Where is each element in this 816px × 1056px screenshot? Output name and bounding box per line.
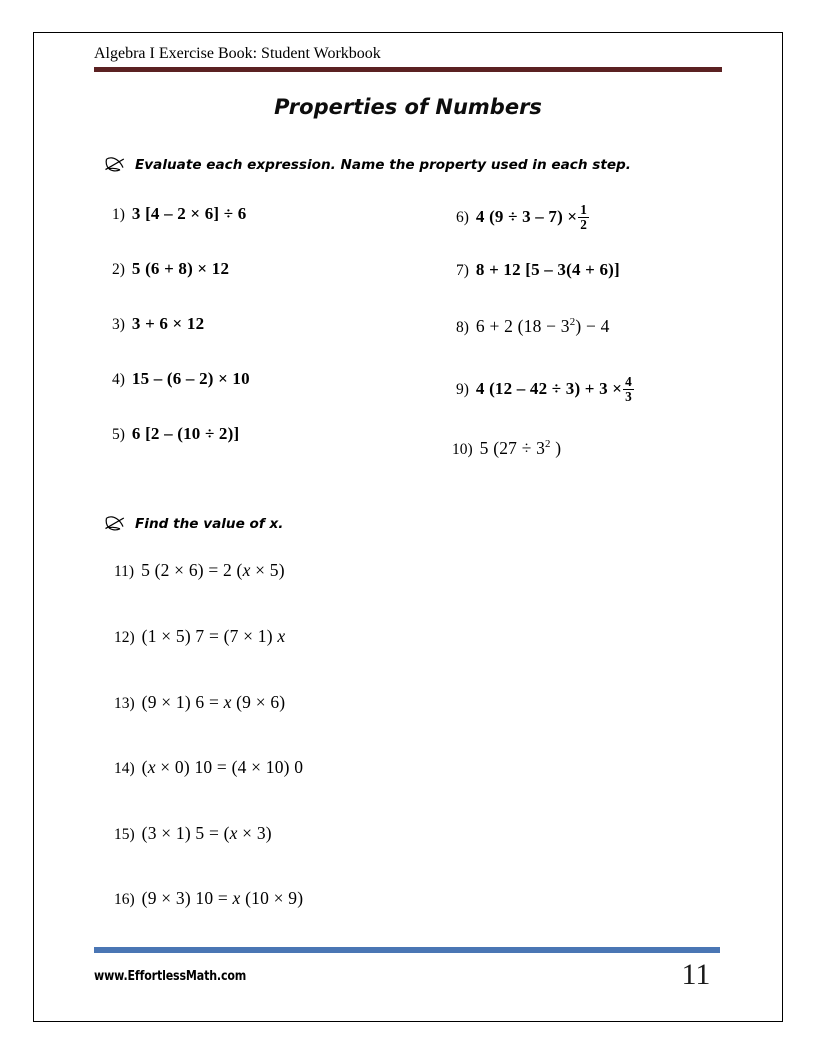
problem-expression: 5 (6 + 8) × 12 bbox=[131, 259, 230, 278]
problem-8 bbox=[456, 316, 610, 337]
problem-11 bbox=[114, 560, 285, 581]
section-2-directions bbox=[104, 514, 283, 534]
problem-expression: 8 + 12 [5 – 3(4 + 6)] bbox=[475, 260, 620, 279]
book-title: Algebra I Exercise Book: Student Workbook bbox=[94, 45, 381, 62]
fraction-numerator: 1 bbox=[580, 202, 588, 217]
expression-prefix: (9 × 3) 10 = bbox=[141, 888, 233, 908]
variable-x: x bbox=[147, 757, 156, 777]
problem-12 bbox=[114, 626, 285, 647]
problem-expression bbox=[476, 376, 635, 404]
problem-4 bbox=[112, 369, 250, 389]
exponent: 2 bbox=[545, 438, 551, 451]
problem-number: 5) bbox=[112, 426, 125, 443]
section-1-directions bbox=[104, 155, 631, 175]
problem-expression bbox=[142, 757, 304, 778]
problem-14 bbox=[114, 757, 303, 778]
expression-suffix: ) − 4 bbox=[575, 316, 610, 336]
problem-2 bbox=[112, 259, 229, 279]
problem-number: 1) bbox=[112, 206, 125, 223]
expression-prefix: 5 (2 × 6) = 2 ( bbox=[141, 560, 243, 580]
pen-nib-icon bbox=[104, 155, 126, 175]
pen-nib-icon bbox=[104, 514, 126, 534]
variable-x: x bbox=[232, 888, 241, 908]
variable-x: x bbox=[277, 626, 286, 646]
problem-number: 3) bbox=[112, 316, 125, 333]
problem-number: 13) bbox=[114, 695, 135, 712]
problem-number: 6) bbox=[456, 208, 469, 226]
expression-suffix: × 5) bbox=[250, 560, 285, 580]
problem-number: 14) bbox=[114, 760, 135, 777]
expression-suffix: × 3) bbox=[237, 823, 272, 843]
problem-number: 16) bbox=[114, 891, 135, 908]
expression-prefix: 6 + 2 (18 − 3 bbox=[475, 316, 570, 336]
problem-number: 10) bbox=[452, 441, 473, 458]
expression-prefix: 4 (9 ÷ 3 – 7) × bbox=[475, 206, 578, 226]
header-rule bbox=[94, 67, 722, 72]
problem-expression: 3 [4 – 2 × 6] ÷ 6 bbox=[131, 204, 247, 223]
expression-suffix: (9 × 6) bbox=[231, 692, 286, 712]
problem-expression bbox=[480, 438, 562, 459]
problem-expression: 3 + 6 × 12 bbox=[131, 314, 205, 333]
problem-expression bbox=[142, 626, 286, 647]
problem-15 bbox=[114, 823, 272, 844]
expression-prefix: ( bbox=[141, 757, 148, 777]
problem-9 bbox=[456, 376, 635, 404]
expression-prefix: 4 (12 – 42 ÷ 3) + 3 × bbox=[475, 378, 623, 398]
fraction-denominator: 2 bbox=[580, 216, 588, 232]
problem-number: 11) bbox=[114, 563, 135, 580]
variable-x: x bbox=[229, 823, 238, 843]
problem-13 bbox=[114, 692, 285, 713]
fraction-denominator: 3 bbox=[625, 388, 632, 404]
problem-7 bbox=[456, 260, 620, 280]
footer-rule bbox=[94, 947, 720, 953]
expression-suffix: × 0) 10 = (4 × 10) 0 bbox=[155, 757, 304, 777]
problem-expression bbox=[141, 560, 285, 581]
problem-number: 8) bbox=[456, 319, 469, 336]
problem-number: 12) bbox=[114, 629, 135, 646]
fraction bbox=[578, 203, 589, 231]
expression-prefix: (9 × 1) 6 = bbox=[141, 692, 224, 712]
variable-x: x bbox=[223, 692, 232, 712]
problem-number: 7) bbox=[456, 262, 469, 279]
variable-x: x bbox=[242, 560, 251, 580]
problem-16 bbox=[114, 888, 303, 909]
problem-expression: 15 – (6 – 2) × 10 bbox=[131, 369, 250, 388]
expression-suffix: (10 × 9) bbox=[240, 888, 304, 908]
fraction-numerator: 4 bbox=[625, 374, 632, 389]
exponent: 2 bbox=[569, 316, 576, 329]
problem-number: 15) bbox=[114, 826, 135, 843]
page-number: 11 bbox=[681, 958, 711, 991]
expression-prefix: (3 × 1) 5 = ( bbox=[141, 823, 230, 843]
problem-expression bbox=[142, 823, 272, 844]
problem-6 bbox=[456, 204, 590, 232]
problem-expression bbox=[142, 692, 286, 713]
expression-prefix: (1 × 5) 7 = (7 × 1) bbox=[141, 626, 278, 646]
section-2-directions-text: Find the value of x. bbox=[135, 516, 284, 532]
problem-10 bbox=[452, 438, 561, 459]
problem-expression bbox=[476, 204, 590, 232]
problem-number: 4) bbox=[112, 371, 125, 388]
page-header bbox=[94, 45, 722, 72]
problem-number: 9) bbox=[456, 380, 469, 398]
problem-3 bbox=[112, 314, 204, 334]
page-title: Properties of Numbers bbox=[274, 95, 542, 119]
problem-1 bbox=[112, 204, 246, 224]
section-1-directions-text: Evaluate each expression. Name the property used in each step. bbox=[135, 157, 631, 173]
expression-suffix: ) bbox=[550, 438, 562, 458]
problem-expression bbox=[142, 888, 304, 909]
footer-website: www.EffortlessMath.com bbox=[94, 968, 247, 984]
fraction bbox=[623, 375, 634, 403]
problem-5 bbox=[112, 424, 239, 444]
expression-prefix: 5 (27 ÷ 3 bbox=[479, 438, 546, 458]
problem-expression bbox=[476, 316, 610, 337]
problem-number: 2) bbox=[112, 261, 125, 278]
problem-expression: 6 [2 – (10 ÷ 2)] bbox=[131, 424, 240, 443]
